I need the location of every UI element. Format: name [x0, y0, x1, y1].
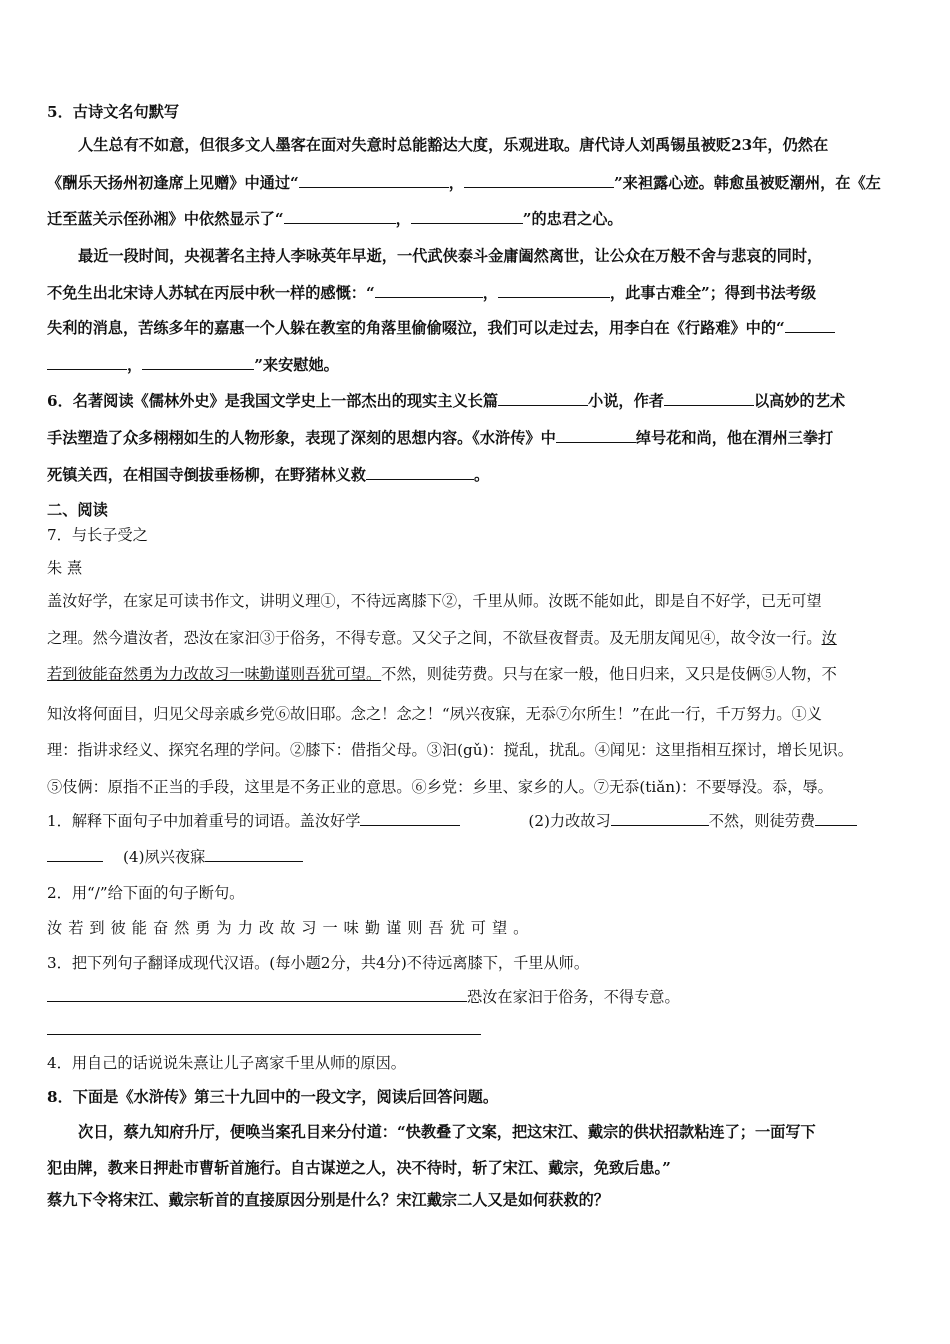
answer-blank[interactable]	[47, 847, 103, 862]
answer-blank[interactable]	[464, 173, 614, 188]
q7-text-line2: 之理。然今遣汝者，恐汝在家汩③于俗务，不得专意。又父子之间，不欲昼夜督责。及无朋友闻见④，故令汝一行。汝	[47, 629, 837, 647]
q7-sub1-line2: (4)夙兴夜寐	[47, 847, 907, 867]
answer-line[interactable]	[47, 987, 467, 1002]
q6-line2: 手法塑造了众多栩栩如生的人物形象，表现了深刻的思想内容。《水浒传》中 绰号花和尚，他在渭州三拳打	[47, 429, 834, 447]
answer-blank[interactable]	[299, 173, 449, 188]
q7-sub4-question: 4．用自己的话说说朱熹让儿子离家千里从师的原因。	[47, 1054, 406, 1072]
q7-text-line4: 知汝将何面目，归见父母亲戚乡党⑥故旧耶。念之！念之！“夙兴夜寐，无忝⑦尔所生！”在此一行，千万努力。①义	[47, 705, 822, 723]
q7-text-line1: 盖汝好学，在家足可读书作文，讲明义理①，不待远离膝下②，千里从师。汝既不能如此，即是自不好学，已无可望	[47, 592, 822, 610]
answer-blank[interactable]	[205, 847, 303, 862]
q8-text-line1: 次日，蔡九知府升厅，便唤当案孔目来分付道：“快教叠了文案，把这宋江、戴宗的供状招款粘连了；一面写下	[78, 1123, 816, 1141]
q7-sub2-question: 2．用“/”给下面的句子断句。	[47, 884, 245, 902]
q6-line3: 死镇关西，在相国寺倒拔垂杨柳，在野猪林义救 。	[47, 466, 490, 484]
answer-blank[interactable]	[556, 428, 636, 443]
answer-blank[interactable]	[375, 283, 483, 298]
q7-sub3-question: 3．把下列句子翻译成现代汉语。(每小题2分，共4分)不待远离膝下，千里从师。	[47, 954, 590, 972]
q7-author: 朱 熹	[47, 559, 83, 577]
answer-blank[interactable]	[366, 465, 474, 480]
answer-blank[interactable]	[611, 811, 709, 826]
q5-para1-line1: 人生总有不如意，但很多文人墨客在面对失意时总能豁达大度，乐观进取。唐代诗人刘禹锡虽被贬23年，仍然在	[78, 136, 829, 154]
q7-sub2-sentence: 汝若到彼能奋然勇为力改故习一味勤谨则吾犹可望。	[47, 919, 535, 937]
q8-question: 蔡九下令将宋江、戴宗斩首的直接原因分别是什么？宋江戴宗二人又是如何获救的？	[47, 1191, 609, 1209]
answer-blank[interactable]	[284, 209, 396, 224]
underlined-sentence: 若到彼能奋然勇为力改故习一味勤谨则吾犹可望。	[47, 665, 382, 683]
q7-sub3-line2: 恐汝在家汩于俗务，不得专意。	[47, 987, 907, 1007]
q5-para2-line4: ， ”来安慰她。	[47, 355, 907, 375]
q8-title: 8．下面是《水浒传》第三十九回中的一段文字，阅读后回答问题。	[47, 1088, 499, 1106]
section-heading: 二、阅读	[47, 501, 108, 519]
answer-blank[interactable]	[815, 811, 857, 826]
q7-title: 7．与长子受之	[47, 526, 148, 544]
q7-notes-line2: ⑤伎俩：原指不正当的手段，这里是不务正业的意思。⑥乡党：乡里、家乡的人。⑦无忝(tiǎn)：不要辱没。忝，辱。	[47, 778, 833, 796]
answer-blank[interactable]	[498, 283, 610, 298]
answer-blank[interactable]	[411, 209, 523, 224]
q5-para2-line1: 最近一段时间，央视著名主持人李咏英年早逝，一代武侠泰斗金庸阖然离世，让公众在万般不舍与悲哀的同时，	[78, 247, 823, 265]
q7-sub1-line1: 1．解释下面句子中加着重号的词语。盖汝好学 (2)力改故习 不然，则徒劳费	[47, 811, 907, 831]
q7-text-line3: 若到彼能奋然勇为力改故习一味勤谨则吾犹可望。不然，则徒劳费。只与在家一般，他日归来，又只是伎俩⑤人物，不	[47, 665, 837, 683]
q7-notes-line1: 理：指讲求经义、探究名理的学问。②膝下：借指父母。③汩(gǔ)：搅乱，扰乱。④闻见：这里指相互探讨，增长见识。	[47, 741, 853, 759]
q5-para1-line3: 迁至蓝关示侄孙湘》中依然显示了“ ， ”的忠君之心。	[47, 210, 623, 228]
q8-text-line2: 犯由牌，教来日押赴市曹斩首施行。自古谋逆之人，决不待时，斩了宋江、戴宗，免致后患。”	[47, 1159, 671, 1177]
answer-blank[interactable]	[360, 811, 460, 826]
q5-para2-line2: 不免生出北宋诗人苏轼在丙辰中秋一样的感慨：“ ， ，此事古难全”；得到书法考级	[47, 284, 817, 302]
q6-line1: 6．名著阅读《儒林外史》是我国文学史上一部杰出的现实主义长篇 小说，作者 以高妙的艺术	[47, 392, 846, 410]
answer-line[interactable]	[47, 1034, 481, 1035]
q5-title: 5．古诗文名句默写	[47, 103, 180, 121]
answer-blank[interactable]	[142, 355, 254, 370]
answer-blank[interactable]	[498, 391, 588, 406]
q5-para2-line3: 失利的消息，苦练多年的嘉惠一个人躲在教室的角落里偷偷啜泣，我们可以走过去，用李白在《行路难》中的“	[47, 318, 907, 338]
q5-para1-line2: 《酬乐天扬州初逢席上见赠》中通过“ ， ”来袒露心迹。韩愈虽被贬潮州，在《左	[47, 174, 881, 192]
answer-blank[interactable]	[664, 391, 754, 406]
answer-blank[interactable]	[785, 318, 835, 333]
answer-blank[interactable]	[47, 355, 127, 370]
